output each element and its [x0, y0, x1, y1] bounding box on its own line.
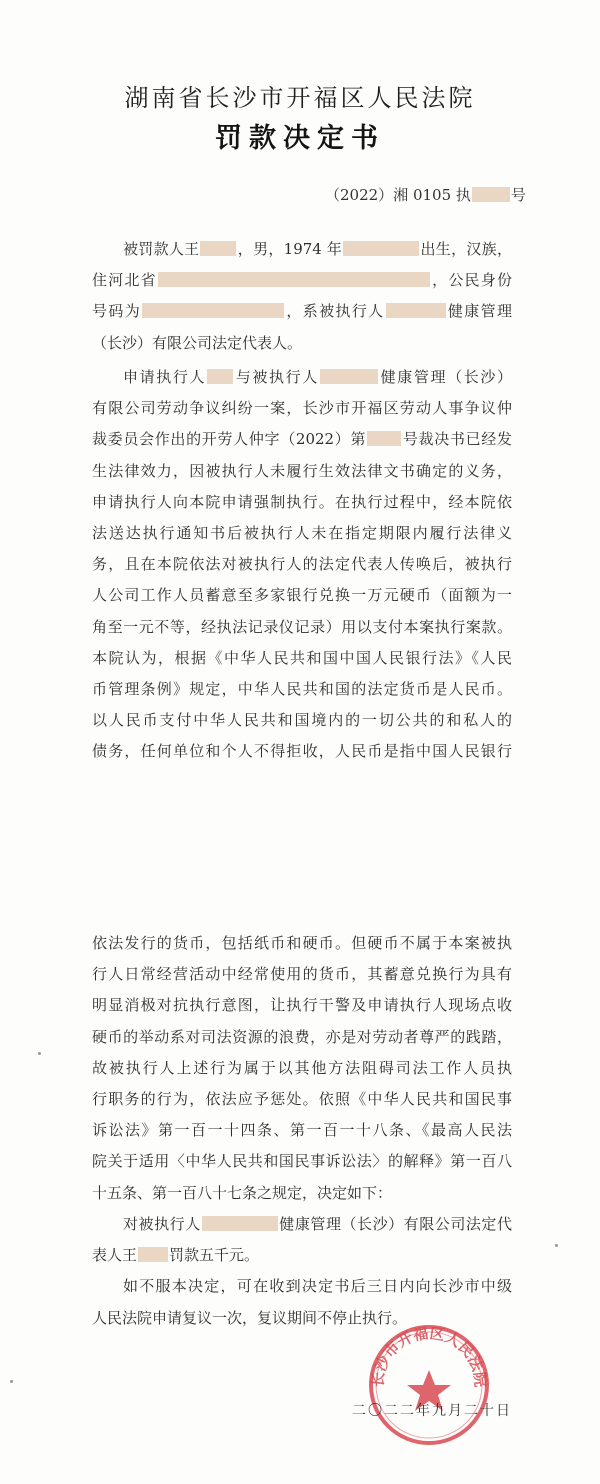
text-line: 诉讼法》第一百一十四条、第一百一十八条、《最高人民法 [92, 1121, 512, 1140]
scan-speck [555, 1244, 558, 1247]
case-number [325, 184, 526, 205]
text-line: 行人日常经营活动中经常使用的货币，其蓄意兑换行为具有 [92, 965, 512, 984]
case-number-prefix: （2022）湘 0105 执 [325, 186, 471, 204]
text-line: 币管理条例》规定，中华人民共和国的法定货币是人民币。 [92, 679, 512, 698]
text-segment: ，男，1974 年 [237, 240, 343, 258]
text-line [92, 265, 512, 296]
text-line: 如不服本决定，可在收到决定书后三日内向长沙市中级 [123, 1277, 512, 1295]
text-line: 人民法院申请复议一次，复议期间不停止执行。 [92, 1309, 408, 1327]
court-seal-icon [366, 1322, 492, 1448]
text-line [92, 1209, 512, 1240]
redaction-block [202, 1216, 278, 1231]
text-line: 依法发行的货币，包括纸币和硬币。但硬币不属于本案被执 [92, 934, 512, 952]
redaction-block [142, 303, 284, 318]
party-info-paragraph [92, 234, 512, 359]
text-line [92, 296, 512, 327]
text-line: 硬币的举动系对司法资源的浪费，亦是对劳动者尊严的践踏， [92, 1027, 512, 1046]
text-segment: 裁委员会作出的开劳人仲字（2022）第 [92, 430, 367, 449]
text-line [92, 362, 512, 393]
text-segment: 被罚款人王 [123, 240, 200, 258]
text-segment: 健康管理（长沙） [378, 368, 512, 386]
seal-text: 长沙市开福区人民法院 [368, 1324, 490, 1388]
case-facts-paragraph [92, 362, 512, 767]
redaction-block [367, 431, 401, 446]
text-segment: 健康管理（长沙）有限公司法定代 [278, 1214, 512, 1233]
text-segment: ，系被执行人 [285, 302, 385, 321]
text-line [92, 424, 512, 455]
text-segment: 出生，汉族， [420, 240, 512, 258]
text-line [92, 1240, 512, 1271]
decision-date: 二〇二二年九月二十日 [352, 1403, 512, 1419]
text-segment: ，公民身份 [430, 271, 512, 290]
text-line: 申请执行人向本院申请强制执行。在执行过程中，经本院依 [92, 492, 512, 511]
redaction-block [320, 369, 378, 384]
text-segment: 健康管理 [446, 302, 512, 321]
redaction-block [207, 369, 233, 384]
reasoning-paragraph [92, 928, 512, 1271]
text-line: 明显消极对抗执行意图，让执行干警及申请执行人现场点收 [92, 996, 512, 1015]
redaction-block [138, 1247, 168, 1262]
redaction-block [158, 272, 430, 287]
text-line: （长沙）有限公司法定代表人。 [92, 333, 303, 352]
text-line: 人公司工作人员蓄意至多家银行兑换一万元硬币（面额为一 [92, 586, 512, 605]
case-number-suffix: 号 [510, 186, 526, 204]
text-segment: 住河北省 [92, 271, 157, 290]
court-name: 湖南省长沙市开福区人民法院 [124, 84, 476, 112]
text-line: 法送达执行通知书后被执行人未在指定期限内履行法律义 [92, 523, 512, 542]
text-line: 本院认为，根据《中华人民共和国中国人民银行法》《人民 [92, 648, 512, 667]
redaction-block [343, 241, 419, 256]
text-line: 以人民币支付中华人民共和国境内的一切公共的和私人的 [92, 711, 512, 730]
redaction-block [200, 241, 236, 256]
text-segment: 与被执行人 [234, 368, 319, 386]
text-line: 行职务的行为，依法应予惩处。依照《中华人民共和国民事 [92, 1089, 512, 1108]
text-line [92, 234, 512, 265]
document-title: 罚款决定书 [215, 123, 385, 154]
text-segment: 对被执行人 [123, 1214, 201, 1233]
text-line: 故被执行人上述行为属于以其他方法阻碍司法工作人员执 [92, 1058, 512, 1077]
text-segment: 表人王 [92, 1245, 138, 1264]
redaction-block [472, 187, 510, 202]
text-line: 债务，任何单位和个人不得拒收，人民币是指中国人民银行 [92, 742, 512, 761]
text-line: 务，且在本院依法对被执行人的法定代表人传唤后，被执行 [92, 555, 512, 574]
scan-speck [38, 1052, 41, 1055]
redaction-block [386, 303, 446, 318]
text-line: 角至一元不等，经执法记录仪记录）用以支付本案执行案款。 [92, 617, 512, 636]
text-segment: 号裁决书已经发 [402, 430, 512, 449]
text-line: 十五条、第一百八十七条之规定，决定如下： [92, 1183, 393, 1202]
text-segment: 号码为 [92, 302, 142, 321]
text-segment: 罚款五千元。 [169, 1245, 260, 1264]
text-line: 生法律效力，因被执行人未履行生效法律文书确定的义务， [92, 461, 512, 480]
scan-speck [10, 1380, 13, 1383]
text-line: 院关于适用〈中华人民共和国民事诉讼法〉的解释》第一百八 [92, 1152, 512, 1171]
text-line: 有限公司劳动争议纠纷一案，长沙市开福区劳动人事争议仲 [92, 399, 512, 418]
text-segment: 申请执行人 [123, 368, 207, 386]
